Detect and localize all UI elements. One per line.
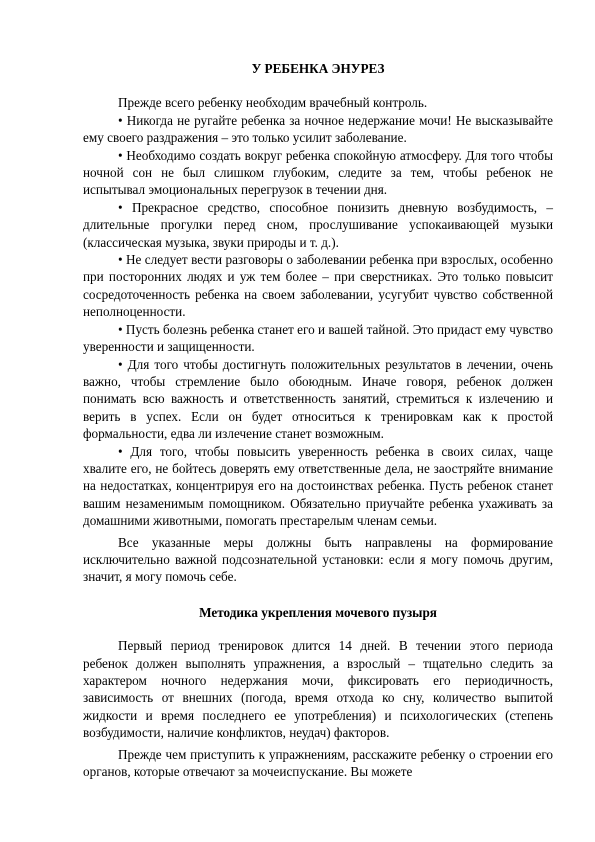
bullet-paragraph: • Не следует вести разговоры о заболевании ребенка при взрослых, особенно при посторонних людях и уж тем более – при сверстниках. Это только повысит сосредоточенность ребенка на своем заболевании, усугубит чувство собственной неполноценности. — [83, 252, 553, 320]
paragraph-summary: Все указанные меры должны быть направлены на формирование исключительно важной подсознательной установки: если я могу помочь другим, значит, я могу помочь себе. — [83, 534, 553, 585]
section-paragraph: Первый период тренировок длится 14 дней. В течении этого периода ребенок должен выполнять упражнения, а взрослый – тщательно следить за характером ночного недержания мочи, фиксировать его периодичность, зависимость от внешних (погода, время отхода ко сну, количество выпитой жидкости и время последнего ее употребления) и психологических (степень возбудимости, наличие конфликтов, неудач) факторов. — [83, 638, 553, 741]
paragraph-intro: Прежде всего ребенку необходим врачебный контроль. — [118, 95, 428, 111]
document-body — [83, 60, 553, 780]
section-paragraph: Прежде чем приступить к упражнениям, расскажите ребенку о строении его органов, которые отвечают за мочеиспускание. Вы можете — [83, 746, 553, 780]
bullet-paragraph: • Прекрасное средство, способное понизить дневную возбудимость, – длительные прогулки перед сном, прослушивание успокаивающей музыки (классическая музыка, звуки природы и т. д.). — [83, 199, 553, 250]
bullet-paragraph: • Необходимо создать вокруг ребенка спокойную атмосферу. Для того чтобы ночной сон не был слишком глубоким, следите за тем, чтобы ребенок не испытывал эмоциональных перегрузок в течении дня. — [83, 147, 553, 198]
bullet-paragraph: • Для того чтобы достигнуть положительных результатов в лечении, очень важно, чтобы стремление было обоюдным. Иначе говоря, ребенок должен понимать всю важность и ответственность занятий, стремиться к излечению и верить в успех. Если он будет относиться к тренировкам как к простой формальности, едва ли излечение станет возможным. — [83, 356, 553, 442]
section-title: Методика укрепления мочевого пузыря — [199, 604, 437, 620]
bullet-paragraph: • Никогда не ругайте ребенка за ночное недержание мочи! Не высказывайте ему своего раздражения – это только усилит заболевание. — [83, 112, 553, 146]
document-title: У РЕБЕНКА ЭНУРЕЗ — [251, 61, 385, 76]
bullet-paragraph: • Для того, чтобы повысить уверенность ребенка в своих силах, чаще хвалите его, не бойтесь доверять ему ответственные дела, не заостряйте внимание на недостатках, концентрируя его на достоинствах ребенка. Пусть ребенок станет вашим незаменимым помощником. Обязательно приучайте ребенка ухаживать за домашними животными, помогать престарелым членам семьи. — [83, 443, 553, 529]
bullet-paragraph: • Пусть болезнь ребенка станет его и вашей тайной. Это придаст ему чувство уверенности и защищенности. — [83, 321, 553, 355]
